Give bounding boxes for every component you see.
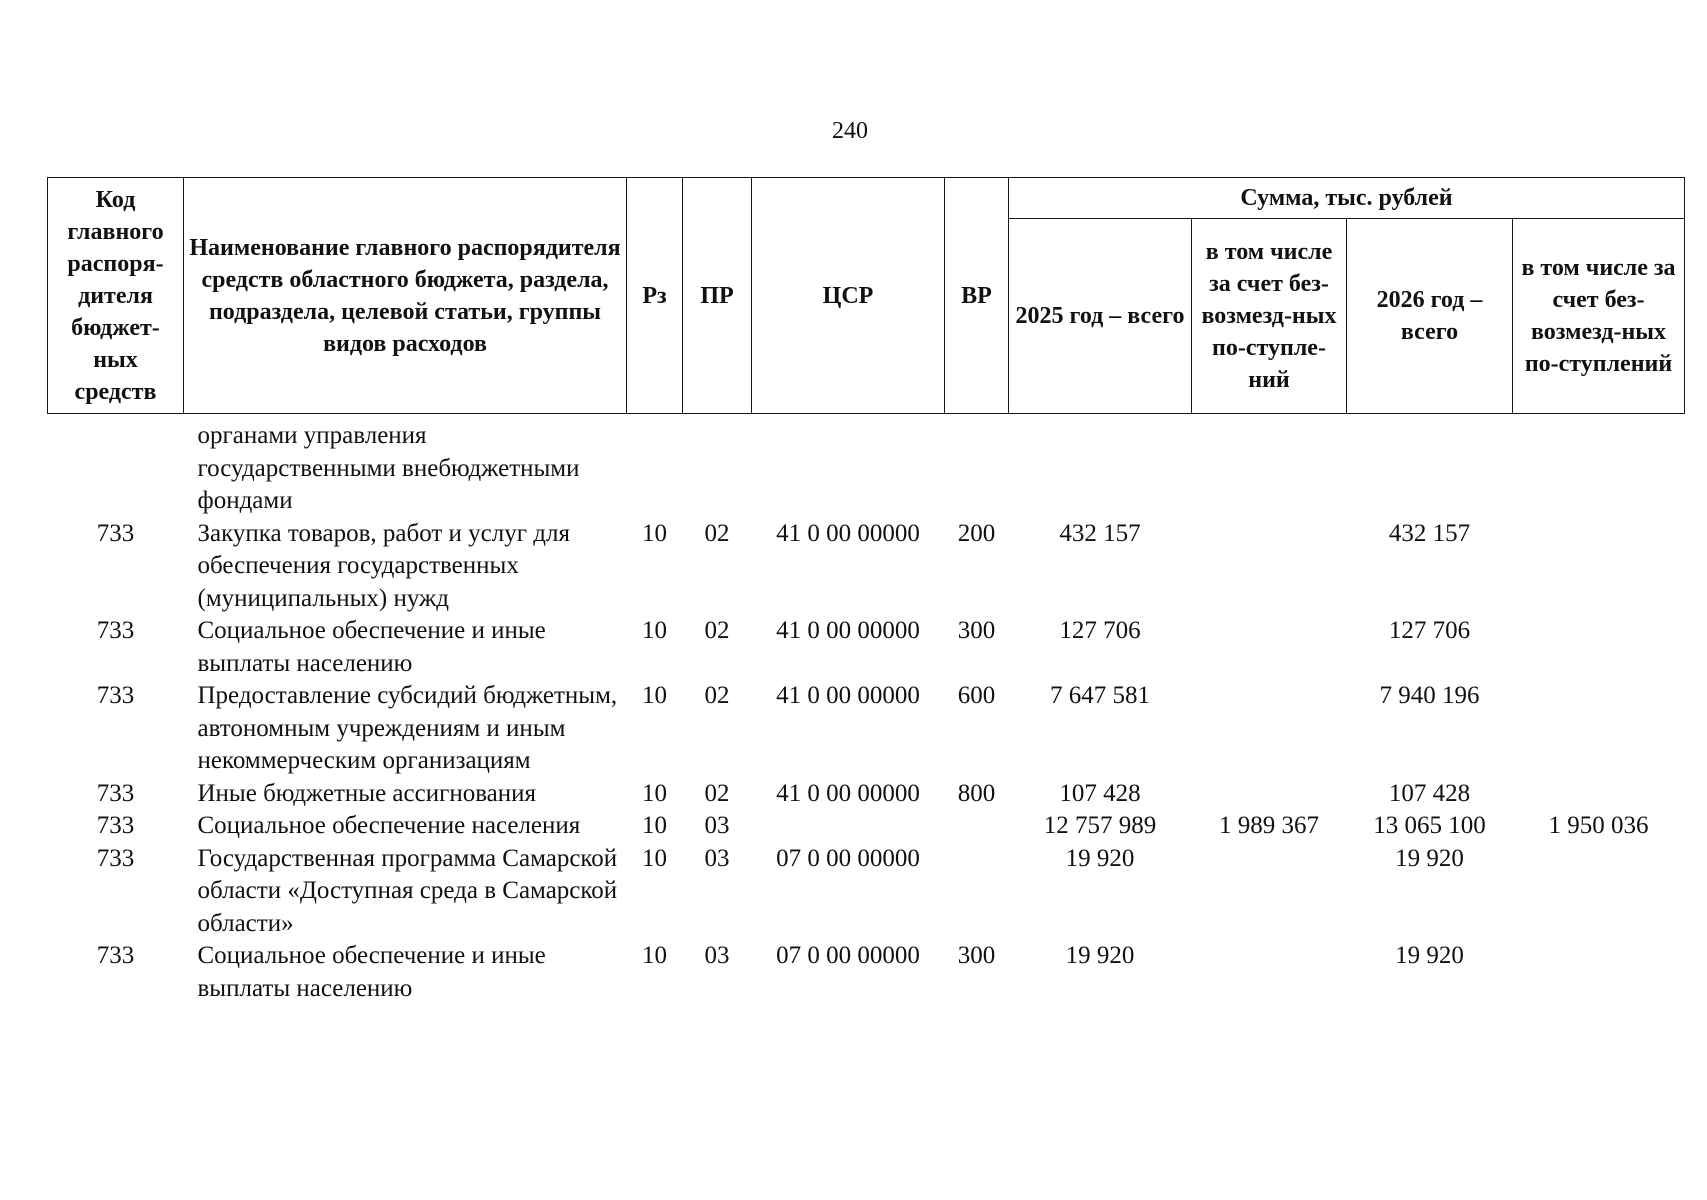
cell-rz [627,414,683,518]
table-row [48,940,1685,1005]
cell-2025-total: 12 757 989 [1043,812,1157,839]
cell-2025-free [1192,778,1347,811]
cell-name: Социальное обеспечение и иные выплаты населению [197,942,546,1002]
cell-code: 733 [96,682,135,709]
cell-pr: 03 [704,942,730,969]
cell-2026-free [1513,518,1685,616]
cell-name: Социальное обеспечение населения [197,812,581,839]
table-row [48,518,1685,616]
cell-pr: 02 [704,779,730,807]
cell-csr: 07 0 00 00000 [776,844,920,872]
cell-2025-free [1192,843,1347,941]
cell-2026-free [1513,615,1685,680]
cell-2025-total [1009,414,1192,518]
cell-name: Социальное обеспечение и иные выплаты населению [197,617,546,677]
cell-vr: 300 [957,617,996,644]
header-2025-total: 2025 год – всего [1009,219,1192,414]
cell-2026-free [1513,940,1685,1005]
cell-pr: 02 [704,519,730,547]
cell-csr: 07 0 00 00000 [776,942,920,969]
cell-2026-free [1513,843,1685,941]
cell-2026-free [1513,414,1685,518]
budget-table [47,177,1685,1005]
header-name: Наименование главного распорядителя средств областного бюджета, раздела, подраздела, целевой статьи, группы видов расходов [184,178,627,414]
cell-vr: 200 [957,519,996,547]
cell-name: Предоставление субсидий бюджетным, автономным учреждениям и иным некоммерческим организациям [197,682,618,774]
cell-2025-free [1192,615,1347,680]
cell-rz: 10 [642,519,667,547]
table-row [48,615,1685,680]
cell-2026-total: 432 157 [1388,519,1471,547]
cell-2026-total: 7 940 196 [1379,682,1480,709]
cell-2026-free: 1 950 036 [1548,812,1649,839]
cell-code: 733 [96,519,135,547]
cell-2025-total: 19 920 [1065,942,1135,969]
header-2025-free: в том числе за счет без-возмезд-ных по-ступле-ний [1192,219,1347,414]
cell-2026-total: 19 920 [1395,844,1464,872]
header-2026-free: в том числе за счет без-возмезд-ных по-ступлений [1513,219,1685,414]
cell-rz: 10 [642,942,667,969]
cell-name: Государственная программа Самарской области «Доступная среда в Самарской области» [197,844,618,937]
cell-2026-free [1513,680,1685,778]
cell-vr: 800 [957,779,996,807]
cell-name: Закупка товаров, работ и услуг для обеспечения государственных (муниципальных) нужд [197,519,570,612]
header-pr: ПР [683,178,752,414]
cell-name: Иные бюджетные ассигнования [197,779,537,807]
header-vr: ВР [945,178,1009,414]
cell-pr: 02 [704,682,730,709]
table-row [48,778,1685,811]
cell-code [48,414,184,518]
cell-vr [945,810,1009,843]
cell-rz: 10 [642,682,667,709]
cell-csr: 41 0 00 00000 [776,779,920,807]
cell-name: органами управления государственными внебюджетными фондами [197,422,580,514]
cell-code: 733 [96,779,135,807]
cell-2026-total: 127 706 [1388,617,1471,644]
cell-vr [945,843,1009,941]
cell-vr [945,414,1009,518]
cell-pr: 03 [704,844,730,872]
cell-code: 733 [96,812,135,839]
cell-2026-total: 19 920 [1395,942,1464,969]
cell-2025-total: 7 647 581 [1050,682,1150,709]
table-row [48,414,1685,518]
header-code: Код главного распоря-дителя бюджет-ных средств [48,178,184,414]
header-2026-total: 2026 год – всего [1347,219,1513,414]
cell-csr [752,810,945,843]
cell-2025-free [1192,940,1347,1005]
cell-vr: 300 [957,942,996,969]
cell-rz: 10 [642,779,667,807]
table-body [48,414,1685,1006]
cell-2026-total: 107 428 [1388,779,1471,807]
cell-rz: 10 [642,617,667,644]
cell-code: 733 [96,844,135,872]
cell-pr: 02 [704,617,730,644]
cell-rz: 10 [642,812,667,839]
cell-code: 733 [96,617,135,644]
header-sum-group: Сумма, тыс. рублей [1009,178,1685,219]
page-number: 240 [832,118,868,144]
cell-2025-free [1192,518,1347,616]
cell-rz: 10 [642,844,667,872]
header-rz: Рз [627,178,683,414]
table-row [48,810,1685,843]
cell-2025-free [1192,680,1347,778]
header-csr: ЦСР [752,178,945,414]
cell-2026-total [1347,414,1513,518]
cell-pr [683,414,752,518]
cell-csr: 41 0 00 00000 [776,617,920,644]
cell-vr: 600 [957,682,996,709]
cell-csr: 41 0 00 00000 [776,519,920,547]
cell-2025-free: 1 989 367 [1219,812,1319,839]
cell-2026-total: 13 065 100 [1373,812,1486,839]
cell-2025-free [1192,414,1347,518]
cell-2025-total: 107 428 [1059,779,1141,807]
cell-2026-free [1513,778,1685,811]
table-header [48,178,1685,414]
table-row [48,843,1685,941]
cell-csr [752,414,945,518]
cell-2025-total: 19 920 [1065,844,1135,872]
cell-code: 733 [96,942,135,969]
cell-2025-total: 127 706 [1059,617,1141,644]
table-row [48,680,1685,778]
cell-csr: 41 0 00 00000 [776,682,920,709]
cell-pr: 03 [704,812,730,839]
cell-2025-total: 432 157 [1059,519,1141,547]
